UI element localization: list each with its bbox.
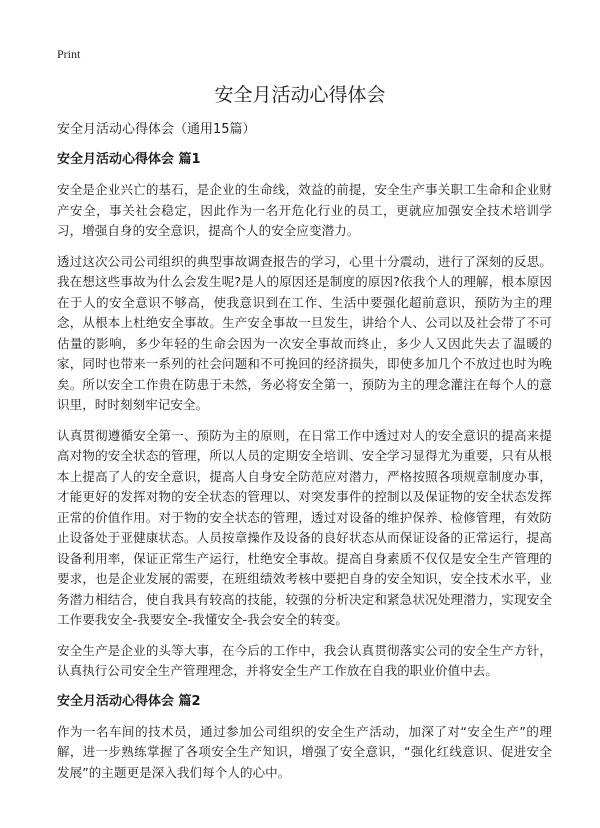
section-2 (57, 692, 552, 784)
section-heading: 安全月活动心得体会 篇2 (57, 693, 201, 709)
section-heading: 安全月活动心得体会 篇1 (57, 152, 201, 167)
paragraph: 安全生产是企业的头等大事，在今后的工作中，我会认真贯彻落实公司的安全生产方针，认真执行公司安全生产管理理念，并将安全生产工作放在自我的职业价值中去。 (57, 642, 552, 678)
section-1 (57, 150, 552, 682)
article-subtitle: 安全月活动心得体会（通用15篇） (57, 122, 256, 137)
page-title: 安全月活动心得体会 (214, 84, 386, 106)
print-link[interactable]: Print (57, 47, 81, 61)
paragraph: 透过这次公司公司组织的典型事故调查报告的学习，心里十分震动，进行了深刻的反思。我在想这些事故为什么会发生呢?是人的原因还是制度的原因?依我个人的理解，根本原因在于人的安全意识不够高，使我意识到在工作、生活中要强化超前意识，预防为主的理念，从根本上杜绝安全事故。生产安全事故一旦发生，讲给个人、公司以及社会带了不可估量的影响，多少年轻的生命会因为一次安全事故而终止，多少人又因此失去了温暖的家，同时也带来一系列的社会问题和不可挽回的经济损失，即使多加几个不放过也时为晚矣。所以安全工作贵在防患于未然，务必将安全第一，预防为主的理念灌注在每个人的意识里，时时刻刻牢记安全。 (57, 253, 552, 412)
article-body (57, 120, 552, 793)
paragraph: 认真贯彻遵循安全第一、预防为主的原则，在日常工作中透过对人的安全意识的提高来提高对物的安全状态的管理，所以人员的定期安全培训、安全学习显得尤为重要，只有从根本上提高了人的安全意识，提高人自身安全防范应对潜力，严格按照各项规章制度办事，才能更好的发挥对物的安全状态的管理以、对突发事件的控制以及保证物的安全状态发挥正常的价值作用。对于物的安全状态的管理，透过对设备的维护保养、检修管理，有效防止设备处于亚健康状态。人员按章操作及设备的良好状态从而保证设备的正常运行，提高设备利用率，保证正常生产运行，杜绝安全事故。提高自身素质不仅仅是安全生产管理的要求，也是企业发展的需要，在班组绩效考核中要把自身的安全知识，安全技术水平，业务潜力相结合，使自我具有较高的技能，较强的分析决定和紧急状况处理潜力，实现安全工作要我安全-我要安全-我懂安全-我会安全的转变。 (57, 427, 552, 627)
paragraph: 作为一名车间的技术员，通过参加公司组织的安全生产活动，加深了对“安全生产”的理解，进一步熟练掌握了各项安全生产知识，增强了安全意识，“强化红线意识、促进安全发展”的主题更是深入我们每个人的心中。 (57, 723, 552, 780)
paragraph: 安全是企业兴亡的基石，是企业的生命线，效益的前提，安全生产事关职工生命和企业财产安全，事关社会稳定，因此作为一名开危化行业的员工，更就应加强安全技术培训学习，增强自身的安全意识，提高个人的安全应变潜力。 (57, 182, 552, 238)
